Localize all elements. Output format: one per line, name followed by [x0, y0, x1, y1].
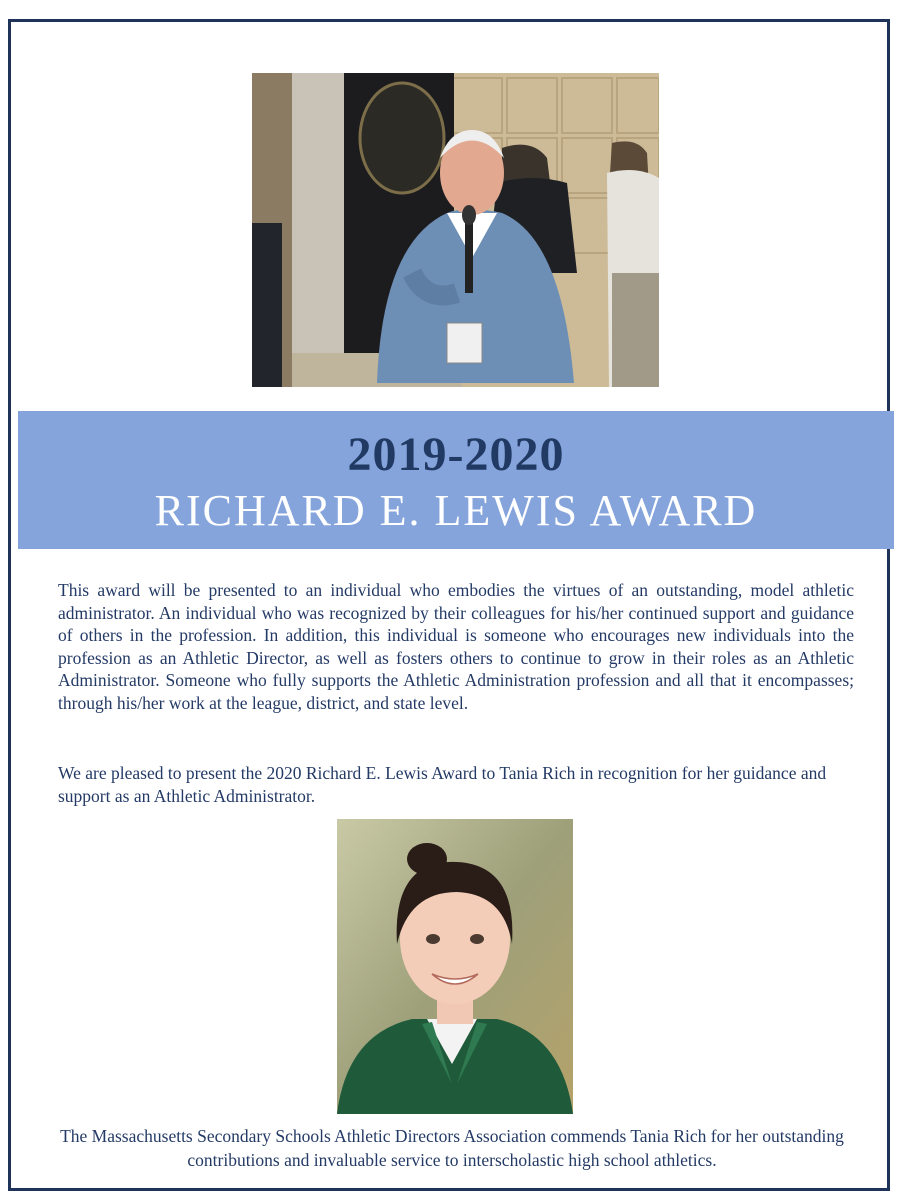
award-title-banner: [18, 411, 894, 549]
recipient-photo: [337, 819, 573, 1114]
award-title: RICHARD E. LEWIS AWARD: [154, 486, 758, 535]
honoree-namesake-photo: [252, 73, 659, 387]
award-presentation: We are pleased to present the 2020 Richard E. Lewis Award to Tania Rich in recognition for her guidance and support as an Athletic Administrator.: [58, 763, 827, 806]
award-description: This award will be presented to an individual who embodies the virtues of an outstanding, model athletic administrator. An individual who was recognized by their colleagues for his/her continued support and guidance of others in the profession. In addition, this individual is someone who encourages new individuals into the profession as an Athletic Director, as well as fosters others to continue to grow in their roles as an Athletic Administrator. Someone who fully supports the Athletic Administration profession and all that it encompasses; through his/her work at the league, district, and state level.: [58, 580, 854, 713]
commendation-text: The Massachusetts Secondary Schools Athletic Directors Association commends Tania Rich for her outstanding contributions and invaluable service to interscholastic high school athletics.: [60, 1126, 844, 1170]
award-year: 2019-2020: [347, 428, 565, 481]
